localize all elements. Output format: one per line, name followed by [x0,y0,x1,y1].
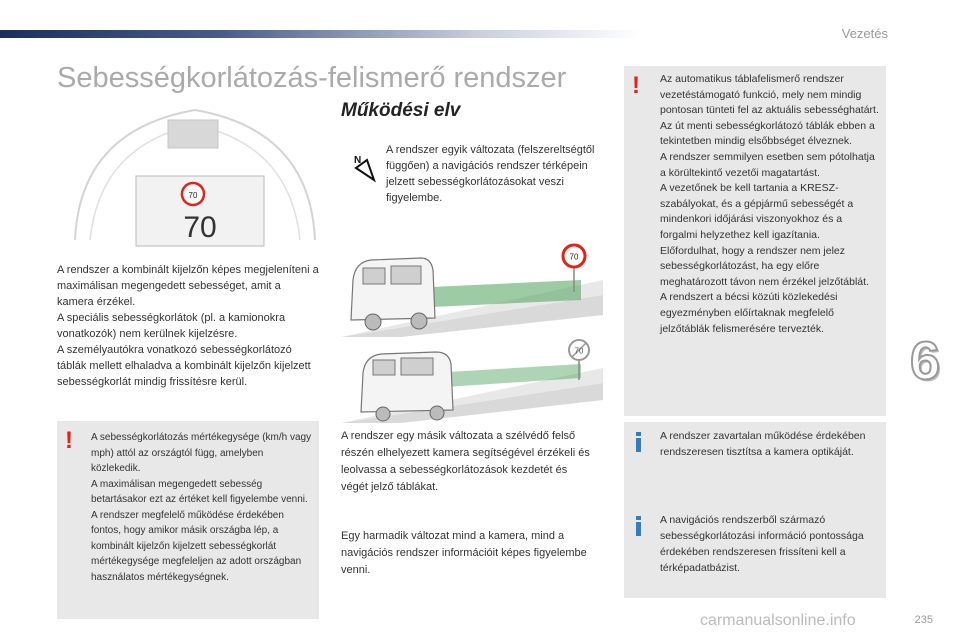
page-number: 235 [914,614,933,626]
info-icon [636,516,641,536]
right-warning-text: Az automatikus táblafelismerő rendszer vezetéstámogató funkció, mely nem mindig pontosan tünteti fel az aktuális sebességhatárt. Az út menti sebességkorlátozó táblák ebben a tekintetben mindig elsőbbséget élveznek. A rendszer semmilyen esetben sem pótolhatja a körültekintő vezetői magatartást. A vezetőnek be kell tartania a KRESZ-szabályokat, és a gépjármű sebességét a mindenkori időjárási viszonyokhoz és a forgalmi helyzethez kell igazítania. Előfordulhat, hogy a rendszer nem jelez sebességkorlátozást, ha egy előre meghatározott távon nem érzékel jelzőtáblát. A rendszert a bécsi közúti közlekedési egyezményben előírtaknak megfelelő jelzőtáblák felismerésére tervezték. [660,73,879,335]
section-heading: Működési elv [341,100,461,121]
nav-version-text: A rendszer egyik változata (felszereltségtől függően) a navigációs rendszer térképein jelzett sebességkorlátozásokat veszi figyelembe. [386,144,595,204]
van-icon [361,352,453,421]
info-icon [636,432,641,452]
dashboard-sign-value: 70 [188,191,198,200]
warning-icon: ! [632,72,640,99]
left-warning-note [57,421,319,619]
van-scene-navigation [341,240,603,337]
combined-version-text: Egy harmadik változat mind a kamera, mind a navigációs rendszer információit képes figyelembe venni. [341,530,587,576]
page-title: Sebességkorlátozás-felismerő rendszer [57,62,567,94]
scene1-sign-value: 70 [569,252,579,262]
warning-icon: ! [65,427,73,454]
info-nav-text: A navigációs rendszerből származó sebességkorlátozási információ pontossága érdekében rendszeresen frissíteni kell a térképadatbázist. [660,514,864,574]
van-icon [351,258,435,330]
info-note-navigation [624,506,886,598]
svg-text:N: N [354,155,362,166]
info-camera-text: A rendszer zavartalan működése érdekében rendszeresen tisztítsa a kamera optikáját. [660,430,866,458]
van-scene-camera [341,338,603,423]
camera-version-text: A rendszer egy másik változata a szélvédő felső részén elhelyezett kamera segítségével érzékeli és leolvassa a sebességkorlátozások kezdetét és végét jelző táblákat. [341,430,590,493]
info-note-camera [624,422,886,506]
dashboard-speed-value: 70 [183,211,217,244]
navigation-arrow-icon [352,152,378,184]
right-warning-note [624,66,886,416]
left-intro-text: A rendszer a kombinált kijelzőn képes megjeleníteni a maximálisan megengedett sebességet, amit a kamera érzékel. A speciális sebességkorlátok (pl. a kamionokra vonatkozók) nem kerülnek kijelzésre. A személyautókra vonatkozó sebességkorlátozó táblák mellett elhaladva a kombinált kijelzőn kijelzett sebességkorlát mindig frissítésre kerül. [57,264,319,388]
left-note-text: A sebességkorlátozás mértékegysége (km/h vagy mph) attól az országtól függ, amelyben közlekedik. A maximálisan megengedett sebesség betartásakor ezt az értéket kell figyelembe venni. A rendszer megfelelő működése érdekében fontos, hogy amikor másik országba lép, a kombinált kijelzőn kijelzett sebességkorlát mértékegysége megfeleljen az adott országban használatos mértékegységnek. [91,432,312,583]
scene2-sign-value: 70 [574,346,584,356]
header-gradient-bar [0,30,640,38]
watermark: carmanualsonline.info [700,612,856,629]
chapter-number: 6 [909,331,940,391]
section-title: Vezetés [841,26,888,41]
dashboard-illustration [60,90,330,255]
